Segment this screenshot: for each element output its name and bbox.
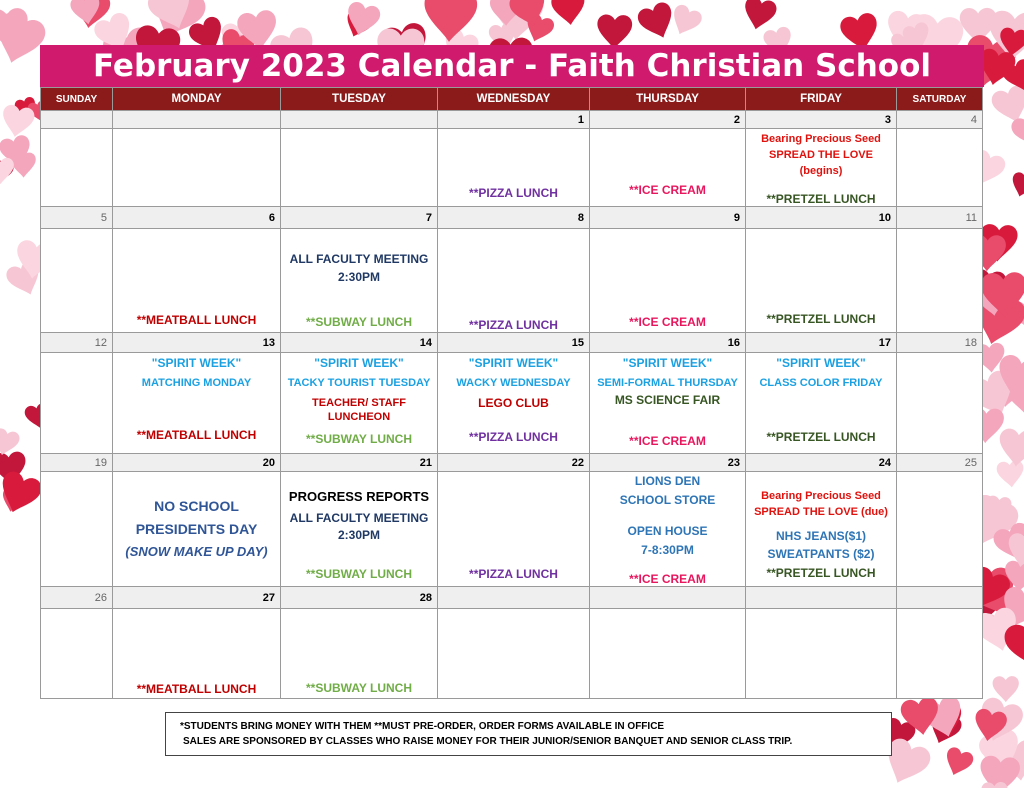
events-row bbox=[41, 353, 983, 454]
calendar-event: SEMI-FORMAL THURSDAY bbox=[597, 377, 738, 389]
calendar-event: "SPIRIT WEEK" bbox=[314, 356, 404, 370]
heart-decoration bbox=[0, 158, 14, 184]
date-number-row bbox=[41, 333, 983, 353]
calendar-event: TACKY TOURIST TUESDAY bbox=[287, 377, 431, 389]
calendar-event: **PRETZEL LUNCH bbox=[766, 430, 876, 444]
date-number-row bbox=[41, 587, 983, 609]
date-number: 22 bbox=[438, 454, 590, 472]
day-cell bbox=[41, 229, 113, 333]
calendar-event: **ICE CREAM bbox=[629, 434, 706, 448]
heart-decoration bbox=[996, 460, 1024, 489]
date-number: 15 bbox=[438, 333, 590, 353]
calendar-event: **PIZZA LUNCH bbox=[469, 430, 558, 444]
events-row bbox=[41, 129, 983, 207]
calendar-event: ALL FACULTY MEETING bbox=[289, 511, 429, 525]
date-number bbox=[897, 587, 983, 609]
calendar-event: "SPIRIT WEEK" bbox=[468, 356, 559, 370]
events-row bbox=[41, 229, 983, 333]
calendar-event: "SPIRIT WEEK" bbox=[622, 356, 713, 370]
calendar-event: "SPIRIT WEEK" bbox=[151, 356, 242, 370]
day-header-saturday: SATURDAY bbox=[897, 88, 983, 111]
calendar-title: February 2023 Calendar - Faith Christian School bbox=[40, 45, 984, 87]
calendar-event: SCHOOL STORE bbox=[619, 493, 716, 507]
day-cell bbox=[113, 472, 281, 587]
day-cell bbox=[281, 353, 438, 454]
calendar-event: CLASS COLOR FRIDAY bbox=[759, 377, 883, 389]
calendar-event: **ICE CREAM bbox=[629, 315, 706, 329]
calendar-event: Bearing Precious Seed bbox=[761, 490, 881, 502]
footer-note bbox=[165, 712, 892, 756]
date-number: 19 bbox=[41, 454, 113, 472]
day-cell bbox=[590, 229, 746, 333]
day-cell bbox=[113, 129, 281, 207]
calendar-event: **ICE CREAM bbox=[629, 572, 706, 586]
heart-decoration bbox=[993, 676, 1019, 702]
calendar-event: **SUBWAY LUNCH bbox=[305, 432, 413, 446]
date-number: 13 bbox=[113, 333, 281, 353]
date-number: 8 bbox=[438, 207, 590, 229]
calendar-event: 2:30PM bbox=[337, 270, 381, 284]
calendar-event: MS SCIENCE FAIR bbox=[614, 393, 721, 407]
date-number-row bbox=[41, 454, 983, 472]
calendar-event: **PIZZA LUNCH bbox=[469, 186, 558, 200]
date-number: 1 bbox=[438, 111, 590, 129]
date-number bbox=[438, 587, 590, 609]
day-cell bbox=[746, 129, 897, 207]
day-header-thursday: THURSDAY bbox=[590, 88, 746, 111]
day-cell bbox=[41, 609, 113, 699]
date-number: 27 bbox=[113, 587, 281, 609]
day-cell bbox=[281, 609, 438, 699]
day-cell bbox=[746, 609, 897, 699]
day-cell bbox=[281, 129, 438, 207]
date-number: 28 bbox=[281, 587, 438, 609]
calendar-event: WACKY WEDNESDAY bbox=[456, 377, 571, 389]
calendar-event: SPREAD THE LOVE bbox=[769, 149, 873, 161]
heart-decoration bbox=[550, 0, 587, 27]
day-cell bbox=[113, 353, 281, 454]
calendar-event: "SPIRIT WEEK" bbox=[776, 356, 866, 370]
day-cell bbox=[438, 129, 590, 207]
day-cell bbox=[897, 472, 983, 587]
date-number: 6 bbox=[113, 207, 281, 229]
day-cell bbox=[438, 229, 590, 333]
date-number: 9 bbox=[590, 207, 746, 229]
day-cell bbox=[746, 472, 897, 587]
calendar-event: 2:30PM bbox=[337, 528, 381, 542]
date-number-row bbox=[41, 207, 983, 229]
calendar-event: **MEATBALL LUNCH bbox=[136, 313, 257, 327]
heart-decoration bbox=[667, 3, 705, 40]
day-cell bbox=[590, 129, 746, 207]
calendar-event: PROGRESS REPORTS bbox=[288, 489, 430, 504]
calendar-event: **PRETZEL LUNCH bbox=[766, 566, 876, 580]
day-header-monday: MONDAY bbox=[113, 88, 281, 111]
day-header-sunday: SUNDAY bbox=[41, 88, 113, 111]
day-cell bbox=[897, 129, 983, 207]
calendar-event: MATCHING MONDAY bbox=[141, 377, 252, 389]
calendar-event: 7-8:30PM bbox=[641, 543, 694, 557]
calendar-event: LIONS DEN bbox=[634, 474, 701, 488]
calendar-event: **SUBWAY LUNCH bbox=[305, 315, 413, 329]
day-cell bbox=[897, 229, 983, 333]
date-number: 14 bbox=[281, 333, 438, 353]
date-number: 7 bbox=[281, 207, 438, 229]
day-cell bbox=[41, 353, 113, 454]
calendar-event: TEACHER/ STAFF bbox=[312, 397, 406, 409]
heart-decoration bbox=[0, 469, 44, 519]
calendar-event: PRESIDENTS DAY bbox=[135, 521, 258, 537]
calendar-event: LUNCHEON bbox=[327, 411, 391, 423]
day-cell bbox=[746, 353, 897, 454]
calendar-event: SPREAD THE LOVE (due) bbox=[754, 506, 888, 518]
heart-decoration bbox=[11, 152, 37, 177]
footer-line-1: *STUDENTS BRING MONEY WITH THEM **MUST PRE-ORDER, ORDER FORMS AVAILABLE IN OFFICE bbox=[180, 721, 665, 732]
heart-decoration bbox=[740, 0, 778, 33]
date-number: 3 bbox=[746, 111, 897, 129]
calendar-event: NHS JEANS($1) bbox=[775, 529, 867, 543]
calendar-event: (begins) bbox=[799, 165, 843, 177]
calendar-event: LEGO CLUB bbox=[478, 396, 549, 410]
date-number: 18 bbox=[897, 333, 983, 353]
date-number bbox=[41, 111, 113, 129]
calendar-event: NO SCHOOL bbox=[154, 498, 239, 514]
day-cell bbox=[41, 472, 113, 587]
day-cell bbox=[41, 129, 113, 207]
date-number: 5 bbox=[41, 207, 113, 229]
footer-line-2: SALES ARE SPONSORED BY CLASSES WHO RAISE MONEY FOR THEIR JUNIOR/SENIOR BANQUET AND SENIOR CLASS TRIP. bbox=[183, 736, 793, 747]
date-number: 21 bbox=[281, 454, 438, 472]
heart-decoration bbox=[941, 745, 975, 779]
day-cell bbox=[113, 229, 281, 333]
calendar-event: OPEN HOUSE bbox=[627, 524, 708, 538]
date-number: 24 bbox=[746, 454, 897, 472]
day-cell bbox=[438, 609, 590, 699]
date-number: 16 bbox=[590, 333, 746, 353]
day-cell bbox=[590, 353, 746, 454]
heart-decoration bbox=[635, 0, 679, 44]
calendar-event: Bearing Precious Seed bbox=[761, 133, 881, 145]
date-number: 25 bbox=[897, 454, 983, 472]
date-number: 20 bbox=[113, 454, 281, 472]
day-cell bbox=[281, 229, 438, 333]
date-number: 4 bbox=[897, 111, 983, 129]
calendar-event: **MEATBALL LUNCH bbox=[136, 428, 257, 442]
heart-decoration bbox=[1008, 171, 1024, 200]
day-cell bbox=[897, 353, 983, 454]
day-header-row bbox=[41, 88, 983, 111]
date-number bbox=[113, 111, 281, 129]
date-number-row bbox=[41, 111, 983, 129]
calendar-event: **PIZZA LUNCH bbox=[469, 567, 558, 581]
calendar-event: **PIZZA LUNCH bbox=[469, 318, 558, 332]
day-cell bbox=[438, 353, 590, 454]
calendar-event: **PRETZEL LUNCH bbox=[766, 312, 876, 326]
day-cell bbox=[281, 472, 438, 587]
date-number: 11 bbox=[897, 207, 983, 229]
date-number: 2 bbox=[590, 111, 746, 129]
day-header-wednesday: WEDNESDAY bbox=[438, 88, 590, 111]
date-number bbox=[590, 587, 746, 609]
calendar-event: (SNOW MAKE UP DAY) bbox=[125, 544, 268, 559]
day-cell bbox=[113, 609, 281, 699]
date-number: 10 bbox=[746, 207, 897, 229]
date-number: 17 bbox=[746, 333, 897, 353]
day-cell bbox=[590, 609, 746, 699]
date-number: 26 bbox=[41, 587, 113, 609]
date-number: 23 bbox=[590, 454, 746, 472]
calendar-event: ALL FACULTY MEETING bbox=[289, 252, 429, 266]
calendar-event: **SUBWAY LUNCH bbox=[305, 567, 413, 581]
calendar-grid bbox=[40, 87, 983, 699]
date-number: 12 bbox=[41, 333, 113, 353]
events-row bbox=[41, 609, 983, 699]
date-number bbox=[281, 111, 438, 129]
calendar-event: **ICE CREAM bbox=[629, 183, 706, 197]
calendar-event: **MEATBALL LUNCH bbox=[136, 682, 257, 696]
events-row bbox=[41, 472, 983, 587]
day-cell bbox=[897, 609, 983, 699]
day-cell bbox=[746, 229, 897, 333]
day-cell bbox=[590, 472, 746, 587]
calendar-event: SWEATPANTS ($2) bbox=[767, 547, 875, 561]
day-header-tuesday: TUESDAY bbox=[281, 88, 438, 111]
calendar-event: **SUBWAY LUNCH bbox=[305, 681, 413, 695]
calendar-event: **PRETZEL LUNCH bbox=[766, 192, 876, 206]
day-cell bbox=[438, 472, 590, 587]
date-number bbox=[746, 587, 897, 609]
heart-decoration bbox=[0, 104, 36, 140]
day-header-friday: FRIDAY bbox=[746, 88, 897, 111]
